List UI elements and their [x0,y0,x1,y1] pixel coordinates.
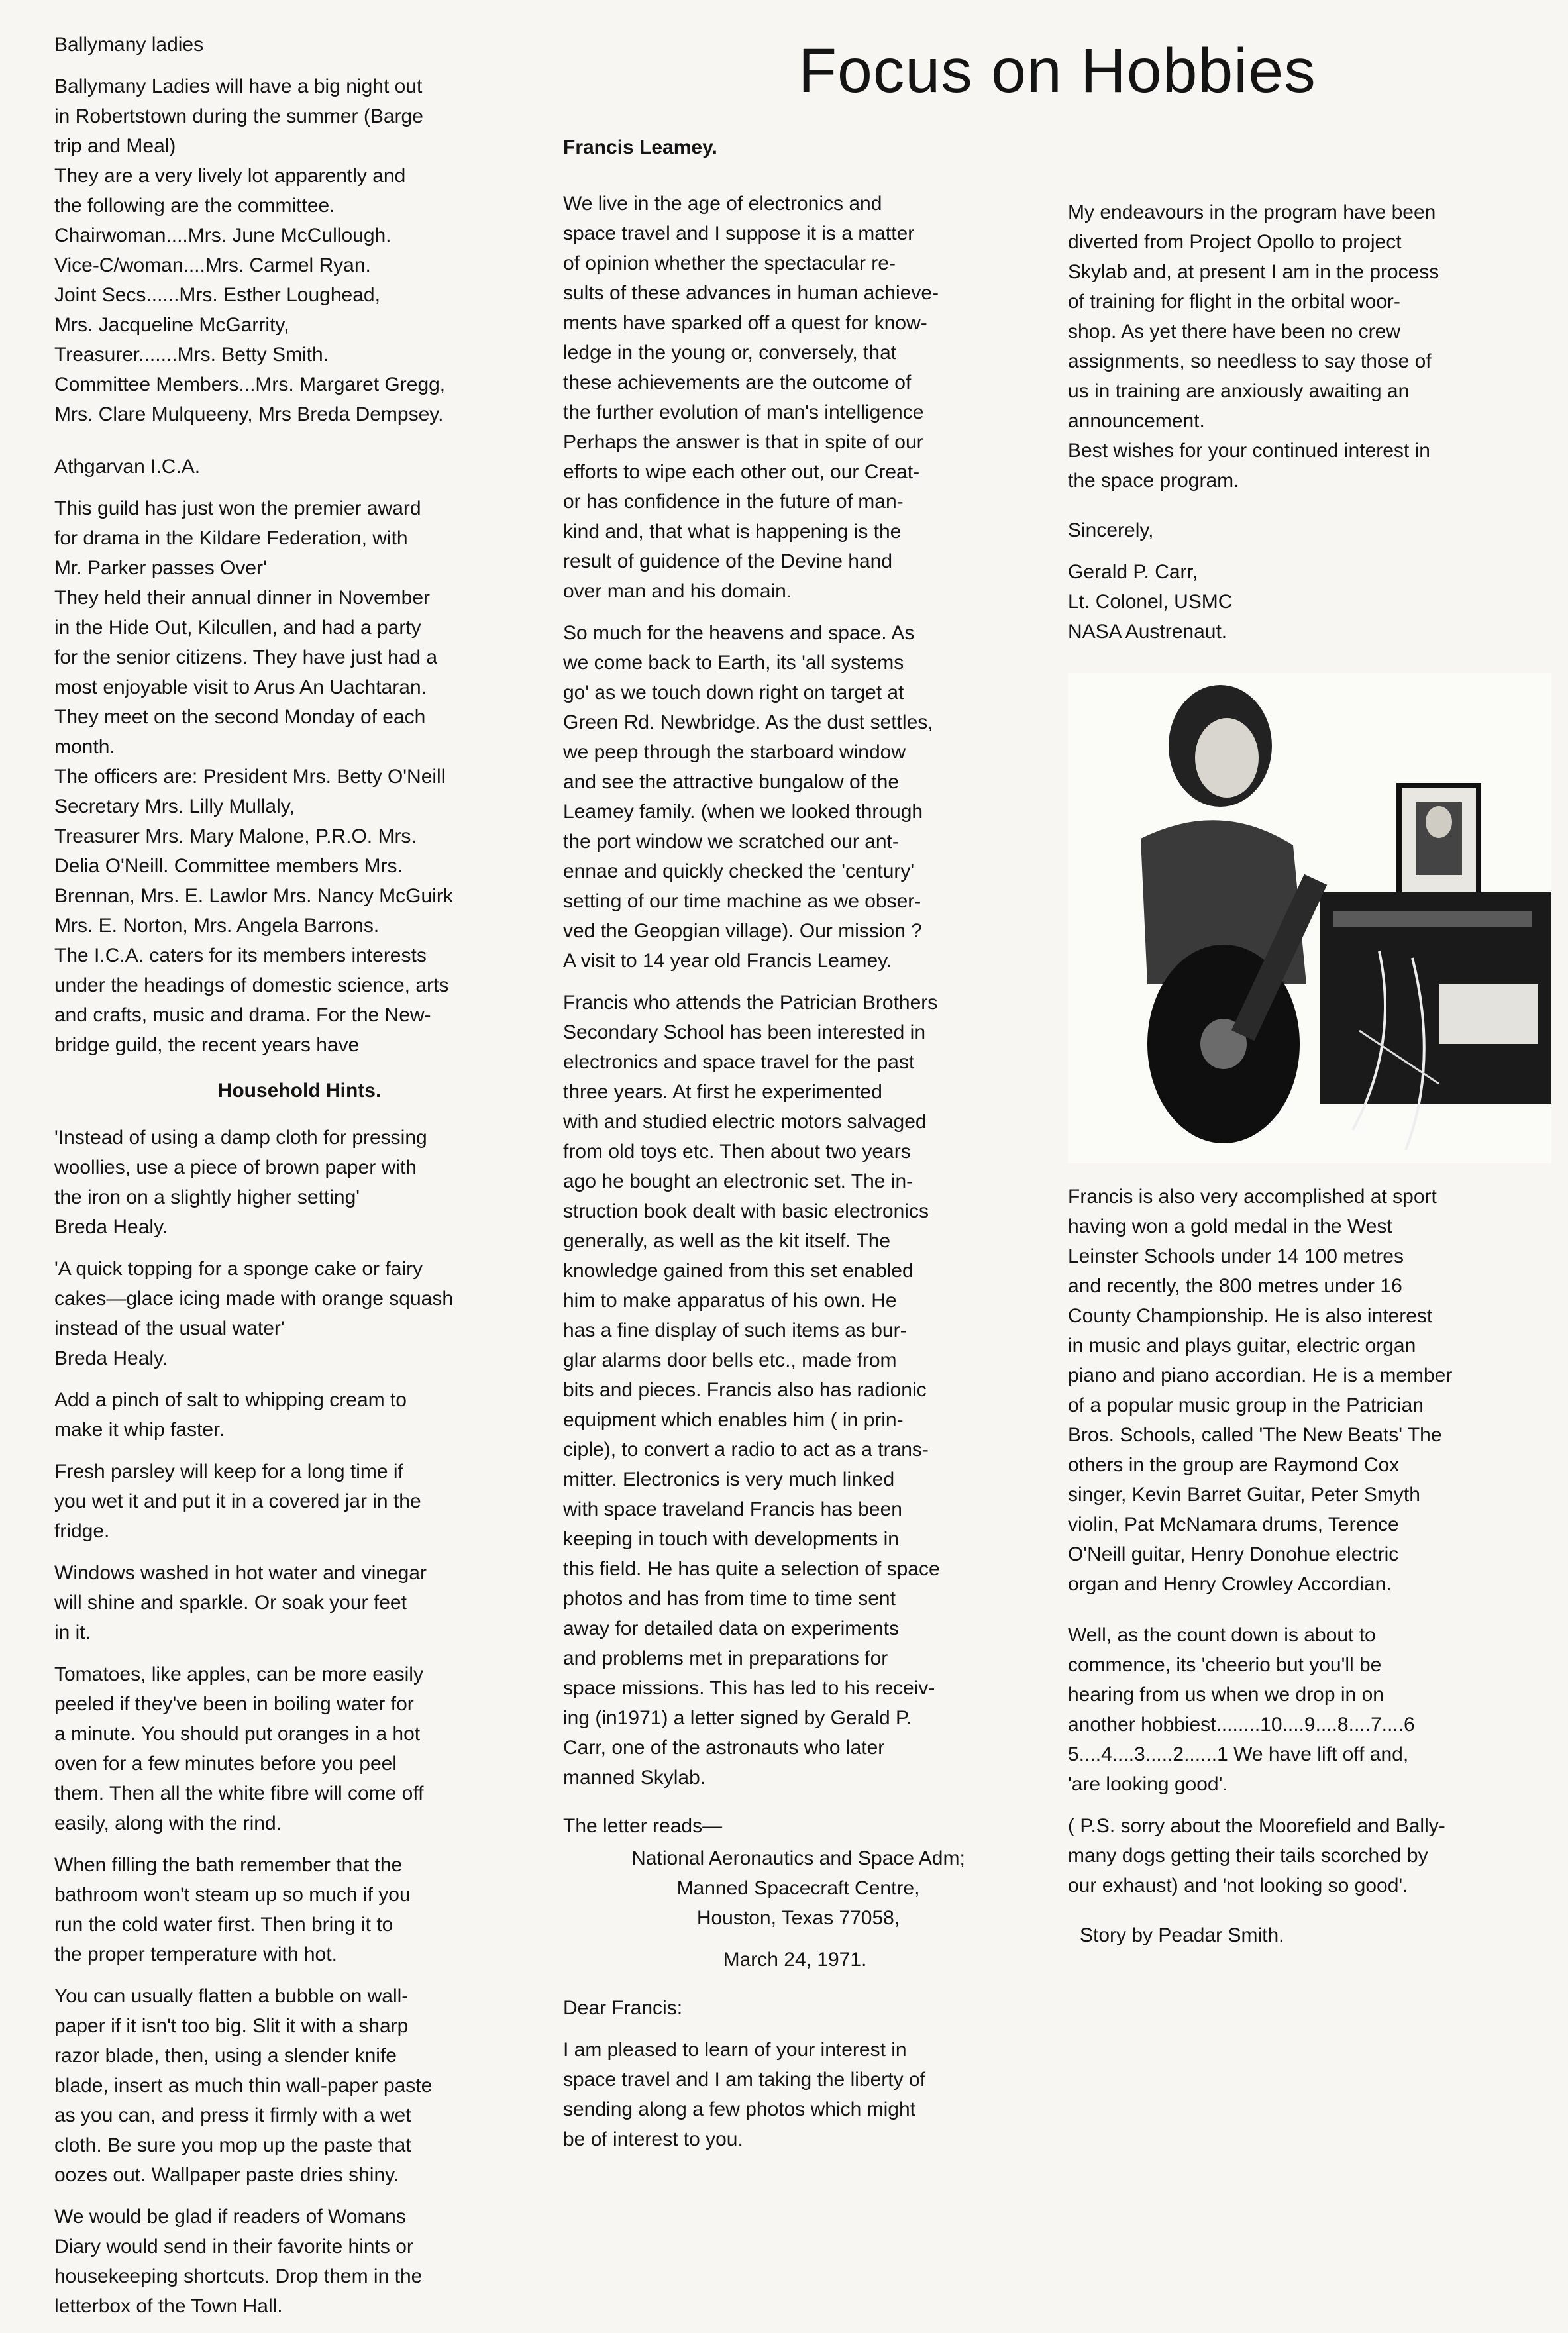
text-line: Add a pinch of salt to whipping cream to [54,1389,407,1411]
text-line: When filling the bath remember that the [54,1854,403,1876]
text-line: space travel and I suppose it is a matter [563,223,915,244]
text-line: Green Rd. Newbridge. As the dust settles, [563,711,933,733]
text-line: O'Neill guitar, Henry Donohue electric [1068,1543,1399,1565]
text-line: Breda Healy. [54,1216,168,1238]
text-line: keeping in touch with developments in [563,1528,899,1550]
text-line: sults of these advances in human achieve- [563,282,939,304]
text-line: easily, along with the rind. [54,1812,282,1834]
text-line: Mrs. Clare Mulqueeny, Mrs Breda Dempsey. [54,403,444,425]
text-line: County Championship. He is also interest [1068,1305,1433,1327]
text-line: our exhaust) and 'not looking so good'. [1068,1875,1408,1896]
text-line: bits and pieces. Francis also has radionic [563,1379,927,1401]
text-line: ciple), to convert a radio to act as a trans- [563,1439,929,1461]
text-line: electronics and space travel for the past [563,1051,915,1073]
household-hint [54,1850,545,1969]
text-line: National Aeronautics and Space Adm; [631,1847,965,1869]
text-line: This guild has just won the premier award [54,497,421,519]
text-line: hearing from us when we drop in on [1068,1684,1384,1706]
ballymany-article [54,72,545,429]
text-line: Breda Healy. [54,1347,168,1369]
text-line: the space program. [1068,470,1239,492]
ballymany-heading: Ballymany ladies [54,34,204,56]
text-line: Vice-C/woman....Mrs. Carmel Ryan. [54,254,371,276]
text-line: these achievements are the outcome of [563,372,912,393]
column-community-news [54,30,545,2333]
text-line: Manned Spacecraft Centre, [676,1877,920,1899]
letter-signature [1068,557,1551,647]
text-line: from old toys etc. Then about two years [563,1141,911,1163]
text-line: Diary would send in their favorite hints or [54,2236,413,2257]
text-line: ments have sparked off a quest for know- [563,312,927,334]
text-line: 'are looking good'. [1068,1773,1228,1795]
text-line: over man and his domain. [563,580,792,602]
text-line: ved the Geopgian village). Our mission ? [563,920,922,942]
text-line: cakes—glace icing made with orange squash [54,1288,454,1310]
text-line: him to make apparatus of his own. He [563,1290,897,1312]
text-line: singer, Kevin Barret Guitar, Peter Smyth [1068,1484,1420,1506]
text-line: the iron on a slightly higher setting' [54,1186,360,1208]
text-line: bridge guild, the recent years have [54,1034,360,1056]
text-line: a minute. You should put oranges in a hot [54,1723,421,1745]
feature-paragraph-1 [563,189,1027,606]
text-line: or has confidence in the future of man- [563,491,904,513]
text-line: photos and has from time to time sent [563,1588,896,1610]
text-line: woollies, use a piece of brown paper with [54,1157,417,1178]
text-line: having won a gold medal in the West [1068,1216,1392,1237]
text-line: in music and plays guitar, electric organ [1068,1335,1416,1357]
text-line: Treasurer Mrs. Mary Malone, P.R.O. Mrs. [54,825,417,847]
text-line: generally, as well as the kit itself. The [563,1230,891,1252]
text-line: organ and Henry Crowley Accordian. [1068,1573,1392,1595]
text-line: most enjoyable visit to Arus An Uachtaran. [54,676,427,698]
text-line: and recently, the 800 metres under 16 [1068,1275,1402,1297]
feature-byline: Francis Leamey. [563,136,717,158]
text-line: in the Hide Out, Kilcullen, and had a party [54,617,421,639]
text-line: Ballymany Ladies will have a big night out [54,76,423,97]
text-line: and problems met in preparations for [563,1647,888,1669]
text-line: 'Instead of using a damp cloth for pressing [54,1127,427,1149]
household-hint [54,1659,545,1838]
household-hint [54,1254,545,1373]
sport-music-paragraph [1068,1182,1551,1599]
text-line: 'A quick topping for a sponge cake or fairy [54,1258,423,1280]
text-line: My endeavours in the program have been [1068,201,1436,223]
text-line: and crafts, music and drama. For the New- [54,1004,431,1026]
text-line: knowledge gained from this set enabled [563,1260,914,1282]
text-line: another hobbiest........10....9....8....7....6 [1068,1714,1415,1736]
text-line: result of guidence of the Devine hand [563,550,893,572]
text-line: piano and piano accordian. He is a member [1068,1365,1453,1386]
text-line: diverted from Project Opollo to project [1068,231,1402,253]
column-letter-continued [1068,197,1551,1962]
text-line: ing (in1971) a letter signed by Gerald P. [563,1707,912,1729]
text-line: The I.C.A. caters for its members interests [54,945,427,966]
text-line: the further evolution of man's intelligence [563,401,924,423]
text-line: assignments, so needless to say those of [1068,350,1432,372]
text-line: the following are the committee. [54,195,335,217]
text-line: Delia O'Neill. Committee members Mrs. [54,855,403,877]
text-line: sending along a few photos which might [563,2099,916,2120]
text-line: three years. At first he experimented [563,1081,882,1103]
text-line: oven for a few minutes before you peel [54,1753,397,1775]
text-line: Mr. Parker passes Over' [54,557,267,579]
letter-date: March 24, 1971. [723,1949,867,1971]
text-line: we peep through the starboard window [563,741,906,763]
text-line: Carr, one of the astronauts who later [563,1737,885,1759]
text-line: Committee Members...Mrs. Margaret Gregg, [54,374,446,395]
text-line: Tomatoes, like apples, can be more easily [54,1663,423,1685]
text-line: Fresh parsley will keep for a long time if [54,1461,403,1482]
text-line: for the senior citizens. They have just had a [54,647,438,668]
text-line: many dogs getting their tails scorched by [1068,1845,1428,1867]
text-line: Perhaps the answer is that in spite of our [563,431,923,453]
household-hints-heading: Household Hints. [217,1080,382,1102]
text-line: They are a very lively lot apparently and [54,165,406,187]
letter-continuation [1068,197,1551,495]
text-line: Bros. Schools, called 'The New Beats' The [1068,1424,1442,1446]
text-line: manned Skylab. [563,1767,706,1789]
text-line: of training for flight in the orbital woor- [1068,291,1400,313]
text-line: mitter. Electronics is very much linked [563,1469,895,1490]
text-line: I am pleased to learn of your interest in [563,2039,907,2061]
text-line: setting of our time machine as we obser- [563,890,921,912]
text-line: space travel and I am taking the liberty of [563,2069,925,2091]
text-line: Joint Secs......Mrs. Esther Loughead, [54,284,380,306]
text-line: A visit to 14 year old Francis Leamey. [563,950,892,972]
text-line: razor blade, then, using a slender knife [54,2045,397,2067]
text-line: away for detailed data on experiments [563,1618,899,1639]
text-line: oozes out. Wallpaper paste dries shiny. [54,2164,399,2186]
text-line: be of interest to you. [563,2128,743,2150]
text-line: Treasurer.......Mrs. Betty Smith. [54,344,329,366]
text-line: you wet it and put it in a covered jar in the [54,1490,421,1512]
text-line: The officers are: President Mrs. Betty O'Neill [54,766,446,788]
text-line: Leamey family. (when we looked through [563,801,923,823]
text-line: this field. He has quite a selection of space [563,1558,940,1580]
text-line: others in the group are Raymond Cox [1068,1454,1400,1476]
text-line: for drama in the Kildare Federation, with [54,527,408,549]
text-line: fridge. [54,1520,110,1542]
text-line: them. Then all the white fibre will come off [54,1783,424,1804]
letter-intro: The letter reads— [563,1815,723,1837]
text-line: cloth. Be sure you mop up the paste that [54,2134,411,2156]
text-line: instead of the usual water' [54,1318,285,1339]
text-line: 5....4....3.....2......1 We have lift off and, [1068,1743,1409,1765]
story-credit: Story by Peadar Smith. [1080,1924,1284,1946]
text-line: commence, its 'cheerio but you'll be [1068,1654,1382,1676]
text-line: efforts to wipe each other out, our Creat- [563,461,920,483]
text-line: make it whip faster. [54,1419,225,1441]
text-line: letterbox of the Town Hall. [54,2295,283,2317]
text-line: and see the attractive bungalow of the [563,771,900,793]
text-line: as you can, and press it firmly with a wet [54,2104,411,2126]
francis-leamey-photo [1068,673,1551,1163]
household-hint [54,1123,545,1242]
text-line: Mrs. E. Norton, Mrs. Angela Barrons. [54,915,380,937]
text-line: month. [54,736,115,758]
text-line: blade, insert as much thin wall-paper paste [54,2075,433,2097]
text-line: has a fine display of such items as bur- [563,1320,907,1341]
text-line: will shine and sparkle. Or soak your feet [54,1592,407,1614]
text-line: Houston, Texas 77058, [696,1907,900,1929]
text-line: in it. [54,1622,91,1643]
countdown-paragraph [1068,1620,1551,1799]
text-line: Leinster Schools under 14 100 metres [1068,1245,1404,1267]
text-line: announcement. [1068,410,1205,432]
text-line: of opinion whether the spectacular re- [563,252,896,274]
text-line: the port window we scratched our ant- [563,831,899,853]
postscript [1068,1811,1551,1900]
household-hint [54,2202,545,2321]
letter-body [563,2035,1027,2154]
household-hint [54,1981,545,2190]
text-line: glar alarms door bells etc., made from [563,1349,897,1371]
text-line: we come back to Earth, its 'all systems [563,652,904,674]
text-line: Francis who attends the Patrician Brothers [563,992,938,1013]
letter-signoff: Sincerely, [1068,519,1154,541]
text-line: Well, as the count down is about to [1068,1624,1376,1646]
text-line: under the headings of domestic science, arts [54,974,449,996]
text-line: Mrs. Jacqueline McGarrity, [54,314,289,336]
text-line: paper if it isn't too big. Slit it with a sharp [54,2015,409,2037]
text-line: You can usually flatten a bubble on wall- [54,1985,409,2007]
text-line: struction book dealt with basic electronics [563,1200,929,1222]
text-line: Lt. Colonel, USMC [1068,591,1233,613]
text-line: Brennan, Mrs. E. Lawlor Mrs. Nancy McGuirk [54,885,453,907]
text-line: space missions. This has led to his receiv- [563,1677,935,1699]
text-line: Best wishes for your continued interest in [1068,440,1430,462]
text-line: Secondary School has been interested in [563,1021,926,1043]
text-line: trip and Meal) [54,135,176,157]
text-line: equipment which enables him ( in prin- [563,1409,904,1431]
text-line: shop. As yet there have been no crew [1068,321,1400,342]
household-hints-list [54,1123,545,2321]
text-line: ( P.S. sorry about the Moorefield and Bally- [1068,1815,1445,1837]
text-line: with and studied electric motors salvaged [563,1111,927,1133]
text-line: kind and, that what is happening is the [563,521,902,543]
text-line: peeled if they've been in boiling water for [54,1693,414,1715]
feature-paragraph-3 [563,988,1027,1792]
photo-illustration [1068,673,1551,1163]
text-line: NASA Austrenaut. [1068,621,1228,643]
text-line: go' as we touch down right on target at [563,682,904,703]
text-line: housekeeping shortcuts. Drop them in the [54,2265,423,2287]
text-line: Windows washed in hot water and vinegar [54,1562,427,1584]
text-line: bathroom won't steam up so much if you [54,1884,411,1906]
letter-address [563,1843,1027,1933]
text-line: ennae and quickly checked the 'century' [563,860,915,882]
text-line: Gerald P. Carr, [1068,561,1198,583]
athgarvan-article [54,493,545,1060]
text-line: us in training are anxiously awaiting an [1068,380,1410,402]
text-line: They held their annual dinner in November [54,587,430,609]
text-line: Skylab and, at present I am in the process [1068,261,1439,283]
text-line: of a popular music group in the Patrician [1068,1394,1424,1416]
page-title: Focus on Hobbies [798,36,1316,106]
text-line: in Robertstown during the summer (Barge [54,105,423,127]
household-hint [54,1385,545,1445]
text-line: the proper temperature with hot. [54,1944,337,1965]
text-line: They meet on the second Monday of each [54,706,426,728]
text-line: We live in the age of electronics and [563,193,882,215]
letter-salutation: Dear Francis: [563,1997,683,2019]
text-line: Secretary Mrs. Lilly Mullaly, [54,796,295,817]
feature-paragraph-2 [563,618,1027,976]
text-line: Chairwoman....Mrs. June McCullough. [54,225,392,246]
text-line: So much for the heavens and space. As [563,622,915,644]
column-hobbies-feature [563,132,1027,2166]
text-line: with space traveland Francis has been [563,1498,902,1520]
household-hint [54,1558,545,1647]
text-line: violin, Pat McNamara drums, Terence [1068,1514,1399,1535]
text-line: We would be glad if readers of Womans [54,2206,406,2228]
text-line: Francis is also very accomplished at sport [1068,1186,1437,1208]
text-line: ledge in the young or, conversely, that [563,342,897,364]
text-line: run the cold water first. Then bring it to [54,1914,393,1936]
text-line: ago he bought an electronic set. The in- [563,1170,914,1192]
athgarvan-heading: Athgarvan I.C.A. [54,456,201,478]
household-hint [54,1457,545,1546]
